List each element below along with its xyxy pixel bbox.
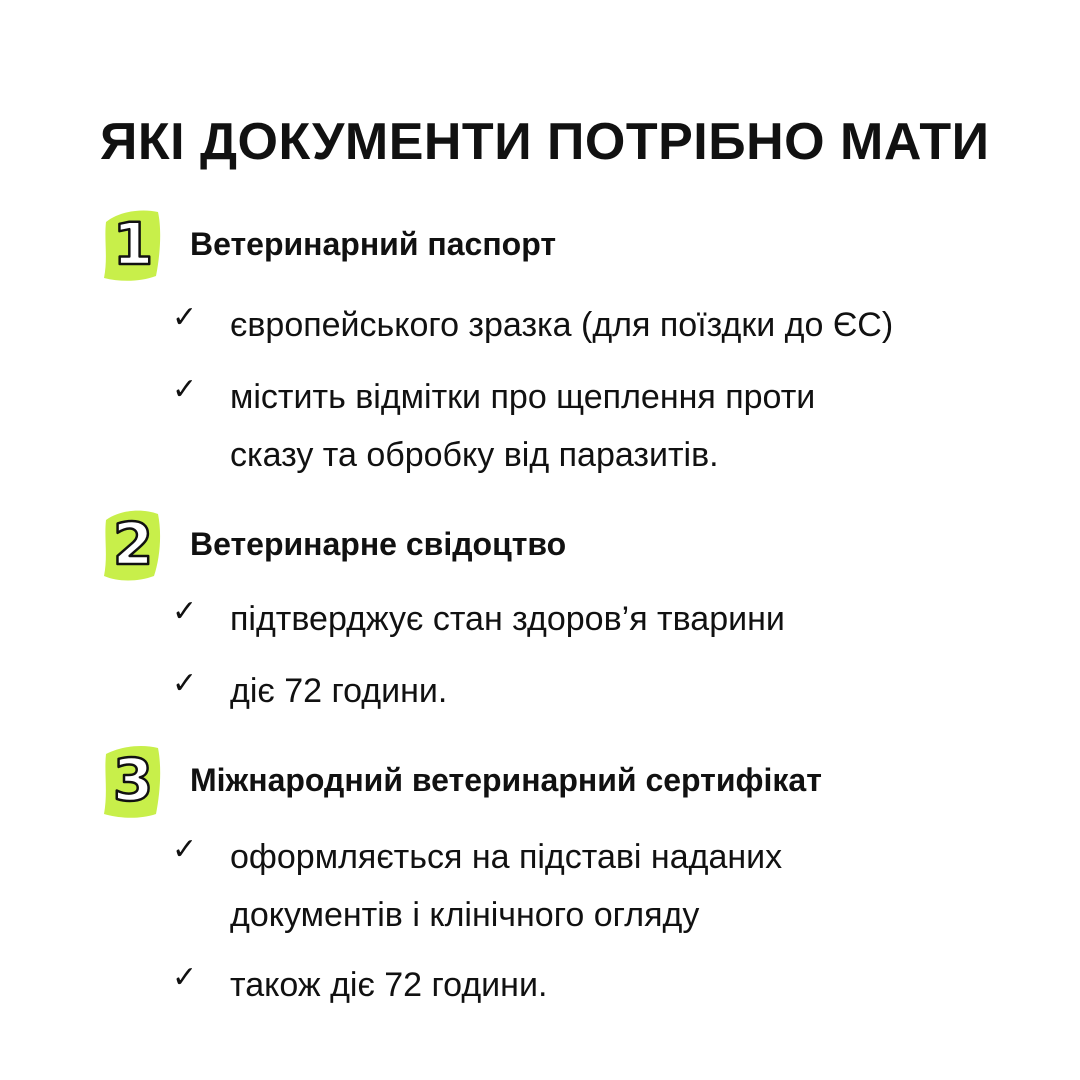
- number-3-badge-icon: [100, 742, 166, 822]
- bullet-line: документів і клінічного огляду: [230, 896, 700, 934]
- bullet-line: сказу та обробку від паразитів.: [230, 436, 719, 474]
- section-1-title: Ветеринарний паспорт: [190, 226, 556, 262]
- number-3-label: 3: [112, 746, 154, 814]
- bullet-line: діє 72 години.: [230, 672, 448, 710]
- check-icon: ✓: [172, 832, 198, 867]
- bullet-line: європейського зразка (для поїздки до ЄС): [230, 306, 894, 344]
- section-3-title: Міжнародний ветеринарний сертифікат: [190, 762, 822, 798]
- check-icon: ✓: [172, 666, 198, 701]
- check-icon: ✓: [172, 960, 198, 995]
- section-1-header: [100, 206, 1000, 286]
- number-2-label: 2: [112, 510, 154, 578]
- check-icon: ✓: [172, 372, 198, 407]
- section-3-header: [100, 742, 1000, 822]
- bullet-line: містить відмітки про щеплення проти: [230, 378, 816, 416]
- number-2-badge-icon: [100, 506, 166, 586]
- section-2-title: Ветеринарне свідоцтво: [190, 526, 567, 562]
- page-title: ЯКІ ДОКУМЕНТИ ПОТРІБНО МАТИ: [100, 113, 990, 171]
- check-icon: ✓: [172, 300, 198, 335]
- section-2-header: [100, 506, 1000, 586]
- bullet-line: також діє 72 години.: [230, 966, 548, 1004]
- bullet-line: оформляється на підставі наданих: [230, 838, 783, 876]
- number-1-badge-icon: [100, 206, 166, 286]
- bullet-line: підтверджує стан здоров’я тварини: [230, 600, 785, 638]
- number-1-label: 1: [112, 210, 154, 278]
- check-icon: ✓: [172, 594, 198, 629]
